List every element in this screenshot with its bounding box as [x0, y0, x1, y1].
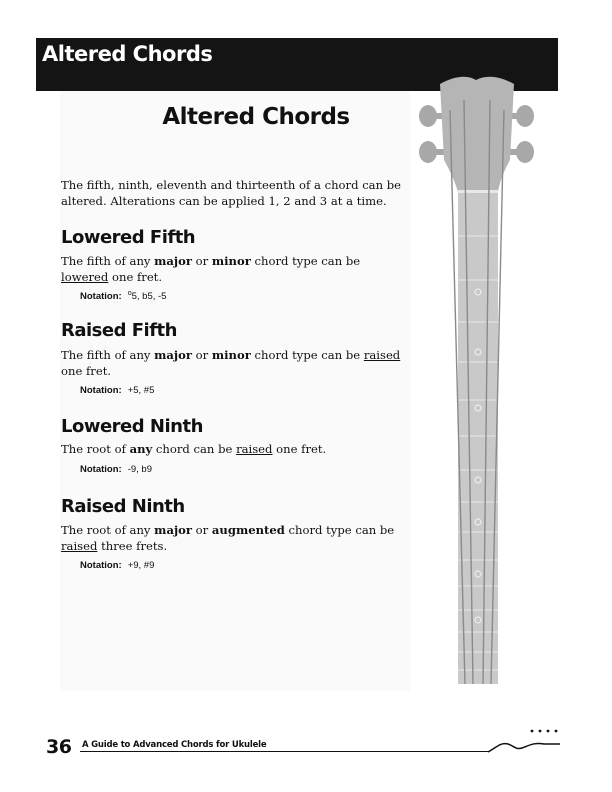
notation-lowered-ninth [80, 464, 152, 475]
text-fragment: The root of any [61, 523, 155, 537]
notation-raised-ninth [80, 560, 154, 571]
notation-label: Notation: [80, 464, 122, 475]
notation-lowered-fifth [80, 290, 166, 302]
notation-value: +9, #9 [127, 560, 155, 571]
text-fragment: The fifth of any [61, 254, 155, 268]
intro-paragraph: The fifth, ninth, eleventh and thirteenth of a chord can be altered. Alterations can be applied 1, 2 and 3 at a time. [61, 178, 402, 208]
notation-raised-fifth [80, 385, 154, 396]
text-fragment: The root of [61, 442, 130, 456]
text-fragment: or [191, 254, 212, 268]
bold-term: augmented [211, 523, 285, 537]
bold-term: minor [211, 348, 251, 362]
header-title: Altered Chords [42, 42, 213, 66]
footer-book-title: A Guide to Advanced Chords for Ukulele [82, 740, 267, 750]
section-text-raised-ninth [61, 523, 406, 554]
notation-value: -9, b9 [127, 464, 152, 475]
bold-term: major [154, 254, 192, 268]
bold-term: minor [211, 254, 251, 268]
text-fragment: or [191, 348, 212, 362]
section-text-raised-fifth [61, 348, 406, 379]
notation-label: Notation: [80, 385, 122, 396]
underlined-term: raised [61, 538, 98, 553]
text-fragment: three frets. [97, 538, 168, 553]
notation-value: +5, #5 [127, 385, 155, 396]
notation-label: Notation: [80, 291, 122, 303]
text-fragment: chord type can be [250, 348, 364, 362]
bold-term: major [154, 348, 192, 362]
section-heading-lowered-fifth: Lowered Fifth [61, 227, 196, 248]
section-text-lowered-fifth [61, 254, 406, 285]
underlined-term: raised [236, 442, 273, 456]
text-fragment: or [192, 523, 212, 537]
ukulele-neck-illustration [410, 70, 560, 690]
text-fragment: one fret. [61, 363, 112, 378]
text-fragment: chord can be [152, 442, 237, 456]
text-fragment: chord type can be [250, 254, 361, 268]
page-title: Altered Chords [162, 104, 350, 130]
nut [458, 190, 498, 193]
notation-superscript: o [127, 290, 132, 297]
text-fragment: one fret. [108, 269, 163, 284]
text-fragment: The fifth of any [61, 348, 155, 362]
text-fragment: chord type can be [284, 523, 395, 537]
section-heading-lowered-ninth: Lowered Ninth [61, 416, 203, 437]
section-heading-raised-fifth: Raised Fifth [61, 320, 177, 341]
section-heading-raised-ninth: Raised Ninth [61, 496, 185, 517]
notation-label: Notation: [80, 560, 122, 571]
notation-value: 5, b5, -5 [131, 291, 167, 303]
bold-term: any [129, 442, 153, 456]
footer-rule [80, 751, 490, 752]
underlined-term: lowered [61, 269, 109, 284]
guitar-outline-icon [486, 726, 562, 756]
text-fragment: one fret. [272, 442, 327, 456]
page-number: 36 [46, 736, 72, 758]
underlined-term: raised [363, 348, 401, 362]
section-text-lowered-ninth [61, 442, 406, 458]
bold-term: major [154, 523, 192, 537]
